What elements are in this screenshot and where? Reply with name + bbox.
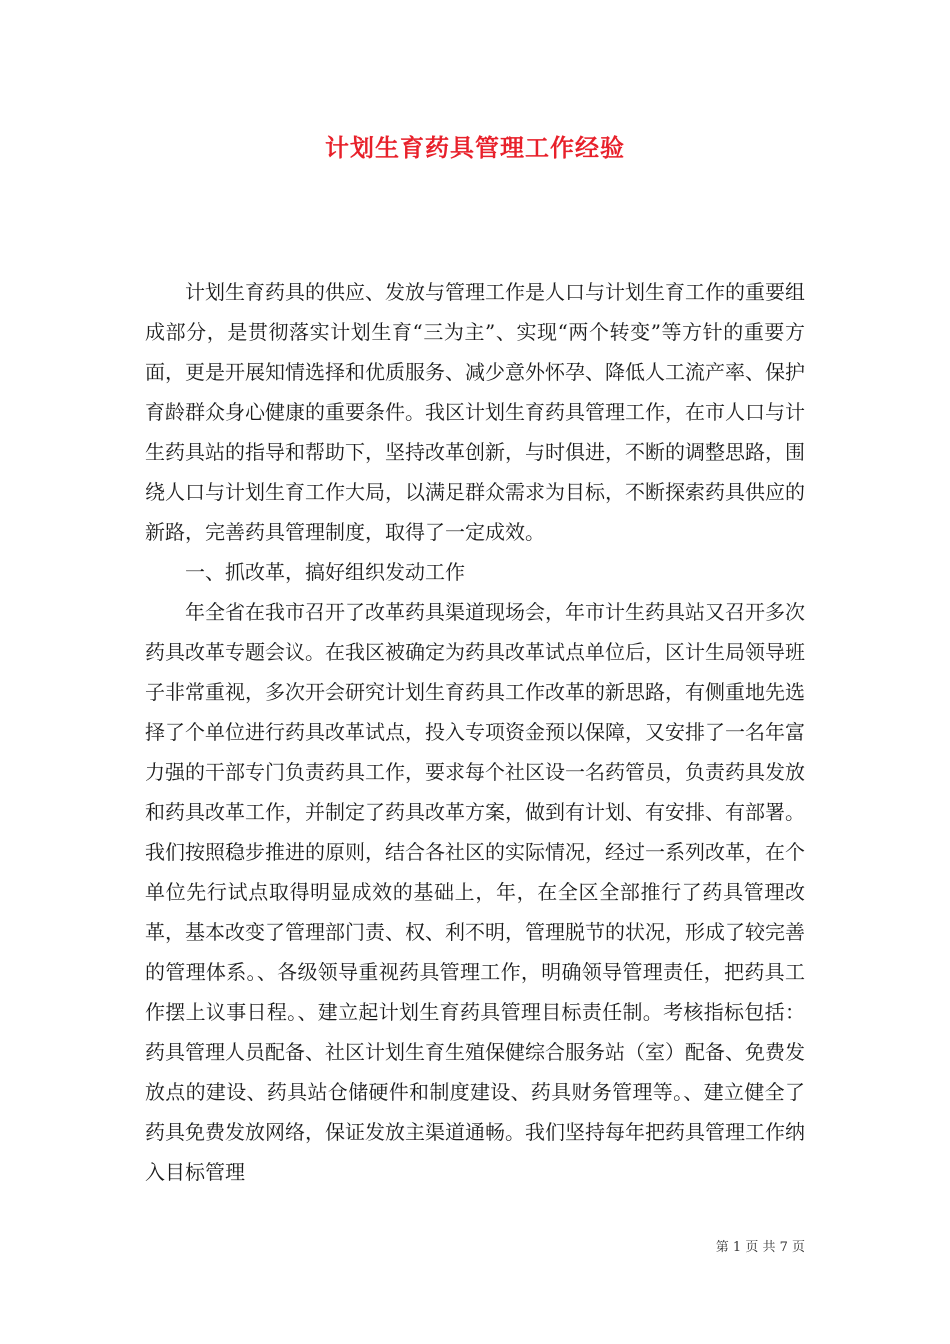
document-title: 计划生育药具管理工作经验 <box>325 133 625 162</box>
page-number: 第 1 页 共 7 页 <box>715 1240 805 1255</box>
page-footer <box>716 1238 805 1258</box>
paragraph-section-1: 年全省在我市召开了改革药具渠道现场会，年市计生药具站又召开多次药具改革专题会议。在我区被确定为药具改革试点单位后，区计生局领导班子非常重视，多次开会研究计划生育药具工作改革的新思路，有侧重地先选择了个单位进行药具改革试点，投入专项资金预以保障，又安排了一名年富力强的干部专门负责药具工作，要求每个社区设一名药管员，负责药具发放和药具改革工作，并制定了药具改革方案，做到有计划、有安排、有部署。我们按照稳步推进的原则，结合各社区的实际情况，经过一系列改革，在个单位先行试点取得明显成效的基础上，年，在全区全部推行了药具管理改革，基本改变了管理部门责、权、利不明，管理脱节的状况，形成了较完善的管理体系。、各级领导重视药具管理工作，明确领导管理责任，把药具工作摆上议事日程。、建立起计划生育药具管理目标责任制。考核指标包括：药具管理人员配备、社区计划生育生殖保健综合服务站（室）配备、免费发放点的建设、药具站仓储硬件和制度建设、药具财务管理等。、建立健全了药具免费发放网络，保证发放主渠道通畅。我们坚持每年把药具管理工作纳入目标管理 <box>145 600 805 1184</box>
document-body <box>145 272 805 1192</box>
section-heading-1: 一、抓改革，搞好组织发动工作 <box>185 560 465 584</box>
paragraph-intro: 计划生育药具的供应、发放与管理工作是人口与计划生育工作的重要组成部分，是贯彻落实计划生育“三为主”、实现“两个转变”等方针的重要方面，更是开展知情选择和优质服务、减少意外怀孕、降低人工流产率、保护育龄群众身心健康的重要条件。我区计划生育药具管理工作，在市人口与计生药具站的指导和帮助下，坚持改革创新，与时俱进，不断的调整思路，围绕人口与计划生育工作大局，以满足群众需求为目标，不断探索药具供应的新路，完善药具管理制度，取得了一定成效。 <box>145 280 805 544</box>
